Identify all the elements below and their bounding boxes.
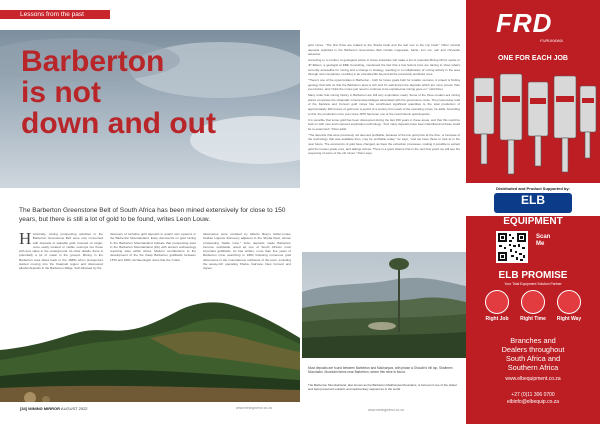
badge-right-job-icon [485,290,509,314]
section-label: Lessons from the past [20,11,84,18]
distributed-by: Distributed and Product Supported by: [496,186,570,191]
badge-label: Right Way [556,316,582,322]
ad-tagline: ONE FOR EACH JOB [497,55,568,62]
photo-caption: Most deposits are found between Barberton and Makhonjwa, with phase a Ghoudh's hill top, Shaltmen Mountains. Mountain farms near Barberton, where this mine is found. [308,366,453,375]
landscape-photo [302,252,466,358]
paragraph: "The deposits that were previously not deemed profitable, because of the low gold price at the time, or because of the technology that was available then, may be profitable today," he says, "and we have these to look at in the near future. The economics of gold have changed, as have the extraction processes, making it possible to extract gold from lower grade ores, and tailings dumps. There is a good chance that in the next few years we will see the reopening of some of the old mines," Peter says. [308,132,460,156]
bottom-caption: The Barberton Mountainland, also known as the Barberton Makhonjwa Mountains, is formed of one of the oldest and best-preserved volcanic and sedimentary sequences in the world. [308,383,457,392]
paragraph: gold mines. "The first three are related to the Sheba Fault and the last one to the Lily Fault." Other mineral deposits exploited in the Barberton Greenstone Belt include magnesite, barite, iron ore, talc and chrysotile asbestos. [308,43,460,57]
section-tab [0,10,110,19]
branches-line: Branches and [510,336,556,345]
folio-date: AUGUST 2022 [60,406,88,411]
branches-text [466,336,600,372]
brand-sub: FURUKAWA [540,38,563,43]
ad-phone-number[interactable]: +27 (0)11 306 0700 [511,392,555,398]
paragraph: It is possible that some gold has been discovered during the last 150 years in these areas, and that this could be built on with new and improved exploration technology. "And many deposits have been identified and these could be re-examined," Peter adds. [308,117,460,131]
dealer-name: EQUIPMENT [503,216,563,227]
paragraph: "There's one of the opportunities in Barberton - both for future goals both for smaller ventures. A project is finding geology that tells us that the Barberton area is rich and it's well-known the deposits which are more proven than ever before, and I think the mines just need to continue to be exploited as mining goes on," said Peter. [308,77,460,92]
paragraph: Many order that mining history in Barberton are still very exploration ready. Some of the three modern-era mining plants comprises the ultramafic mineral assemblages associated with the greenstone rocks. The present-day total of the Fairview and Consort gold mines has contributed significant quantities to the total production of approximately 300 tonnes of gold over a period of a century from each of the operating mines, he adds. According to this, the production mine ever since 1870 has been one of the most historic gold deposits. [308,93,460,116]
breaker-hammers-illustration [466,72,600,180]
scan-word: Scan [536,234,551,240]
dropcap: H [19,229,32,248]
mountain-photo [0,280,300,402]
branches-line: South Africa and [505,354,561,363]
folio-number: [34] [20,406,28,411]
standfirst: The Barberton Greenstone Belt of South Africa has been mined extensively for close to 150 years, but there is still a lot of gold to be found, writes Leon Louw. [19,207,286,223]
ad-contact [466,392,600,406]
headline-line-2: is not [21,76,101,109]
ad-email[interactable]: elbinfo@elbequip.co.za [506,399,560,405]
qr-code-icon[interactable] [496,231,528,263]
article-column-3: discoveries were sculpted by Alberto Bray's father-in-law, Kindiso Lippera' discovery adjacent to the Sheba Reef, whose prospecting Nadia mine." Jeho deposits made Barberton become worldwide noted as one of South Africa's most important goldfields. As has written, more than five years of Barberton mine searching in 1884 following numerous gold discoveries in the mountainous northwest of the town, including the assay-rich operating Sheba, Fairview, New Consort and Agnes. [203,232,291,271]
article-column-2: discovery of lucrative gold deposits in quartz vein systems in the Barberton Mountainland. Early documents on gold mining in the Barberton Mountainland indicate that prospecting sites in the Barberton Mountainland (ZA) with ancient archaeology reporting sites within Africa. Modern contributions to the development of the De Kaap Barberton goldfields between 1870 and 1884. Archaeologist notes that the "initial [110,232,196,262]
folio [20,406,88,411]
me-word: Me [536,241,545,247]
branches-line: Dealers throughout [501,345,565,354]
badge-label: Right Time [520,316,546,322]
dealer-logo-text: ELB [521,193,545,207]
folio-title: MINING MIRROR [28,406,61,411]
headline [21,46,261,139]
dealer-logo [494,193,572,213]
badge-right-time-icon [521,290,545,314]
headline-line-3: down and out [21,107,216,140]
brand-logo: FRD [496,8,553,38]
column-1-text: istorically, mining prospecting activities in the Barberton Greenstone Belt were only concerned with deposits of saleable gold, focused on larger, more easily located or visible outcrops but those with less value in the underground. Its other details, there is potentially a lot of metal in the ground. Mining in the Barberton area dates back to the 1880s when prospectors started moving into the Kaapvall region and discovered alluvial deposits in the Barberton Ridge. Soft-followed by the [19,232,103,271]
paragraph: According to a number of geologists active in these industries will make a list of potential Mining Mirror spoke to JP Ellison, a geologist at EBE Consulting, mentioned the fact that a few factors here are having to show what's currently accessible for mining and a change in strategy, resulting in a multiplication of mining activity in the area through new companies, resulting in an extended life beyond all the previously predicted ones. [308,58,460,77]
branches-line: Southern Africa [507,363,559,372]
promise-title: ELB PROMISE [498,270,568,281]
article-continued [308,43,460,157]
site-url-right: www.miningmirror.co.za [368,408,404,412]
article-column-1 [19,229,103,271]
right-page [300,0,466,424]
headline-line-1: Barberton [21,45,165,78]
promise-line: Your Total Equipment Solution Partner [504,282,562,286]
advert-panel [466,0,600,424]
ad-website-link[interactable]: www.elbequipment.co.za [505,376,561,382]
site-url-left: www.miningmirror.co.za [236,406,272,410]
scan-me-label [536,234,550,248]
badge-right-way-icon [557,290,581,314]
badge-label: Right Job [485,316,509,322]
